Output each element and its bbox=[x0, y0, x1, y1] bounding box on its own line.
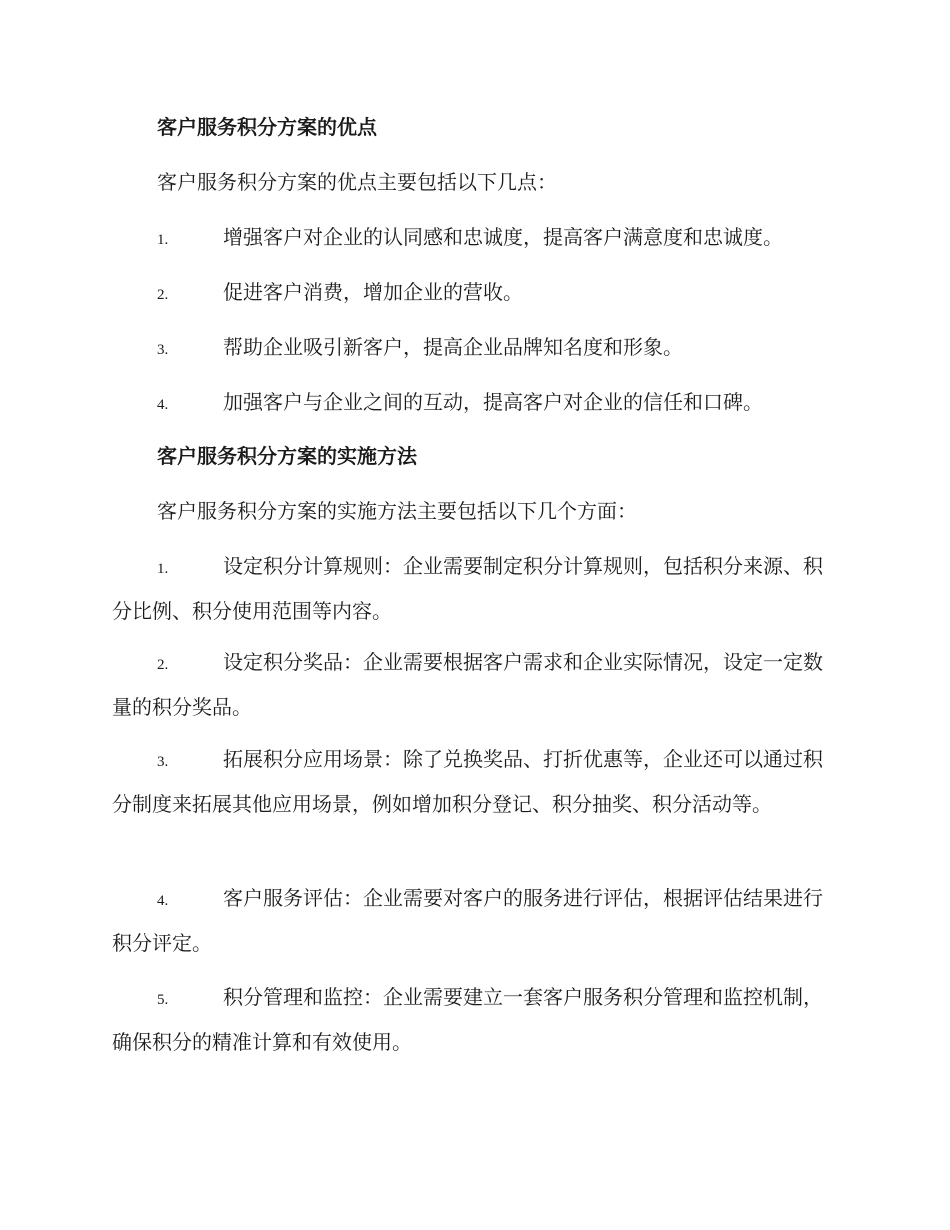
list-text: 帮助企业吸引新客户，提高企业品牌知名度和形象。 bbox=[223, 335, 683, 359]
list-text: 设定积分计算规则：企业需要制定积分计算规则，包括积分来源、积分比例、积分使用范围等内容。 bbox=[112, 554, 823, 623]
list-item bbox=[112, 976, 837, 1063]
list-item bbox=[112, 381, 837, 426]
list-text: 积分管理和监控：企业需要建立一套客户服务积分管理和监控机制，确保积分的精准计算和有效使用。 bbox=[112, 985, 823, 1054]
list-text: 设定积分奖品：企业需要根据客户需求和企业实际情况，设定一定数量的积分奖品。 bbox=[112, 650, 823, 719]
list-number: 1. bbox=[157, 232, 169, 248]
list-number: 2. bbox=[157, 287, 169, 303]
list-item bbox=[112, 877, 837, 964]
section-intro-advantages: 客户服务积分方案的优点主要包括以下几点： bbox=[157, 170, 557, 194]
list-text: 促进客户消费，增加企业的营收。 bbox=[223, 280, 523, 304]
list-item bbox=[112, 216, 837, 261]
list-number: 4. bbox=[157, 397, 169, 413]
list-text: 增强客户对企业的认同感和忠诚度，提高客户满意度和忠诚度。 bbox=[223, 225, 783, 249]
list-number: 1. bbox=[157, 561, 169, 577]
list-number: 2. bbox=[157, 657, 169, 673]
section-heading-advantages: 客户服务积分方案的优点 bbox=[157, 115, 377, 139]
list-text: 拓展积分应用场景：除了兑换奖品、打折优惠等，企业还可以通过积分制度来拓展其他应用场景，例如增加积分登记、积分抽奖、积分活动等。 bbox=[112, 747, 823, 816]
list-item bbox=[112, 326, 837, 371]
list-number: 3. bbox=[157, 754, 169, 770]
list-item bbox=[112, 641, 837, 728]
list-text: 客户服务评估：企业需要对客户的服务进行评估，根据评估结果进行积分评定。 bbox=[112, 886, 823, 955]
section-heading-implementation: 客户服务积分方案的实施方法 bbox=[157, 444, 417, 468]
section-intro-implementation: 客户服务积分方案的实施方法主要包括以下几个方面： bbox=[157, 499, 637, 523]
list-number: 4. bbox=[157, 893, 169, 909]
list-text: 加强客户与企业之间的互动，提高客户对企业的信任和口碑。 bbox=[223, 390, 763, 414]
list-item bbox=[112, 545, 837, 632]
list-item bbox=[112, 738, 837, 825]
list-number: 3. bbox=[157, 342, 169, 358]
list-number: 5. bbox=[157, 992, 169, 1008]
list-item bbox=[112, 271, 837, 316]
